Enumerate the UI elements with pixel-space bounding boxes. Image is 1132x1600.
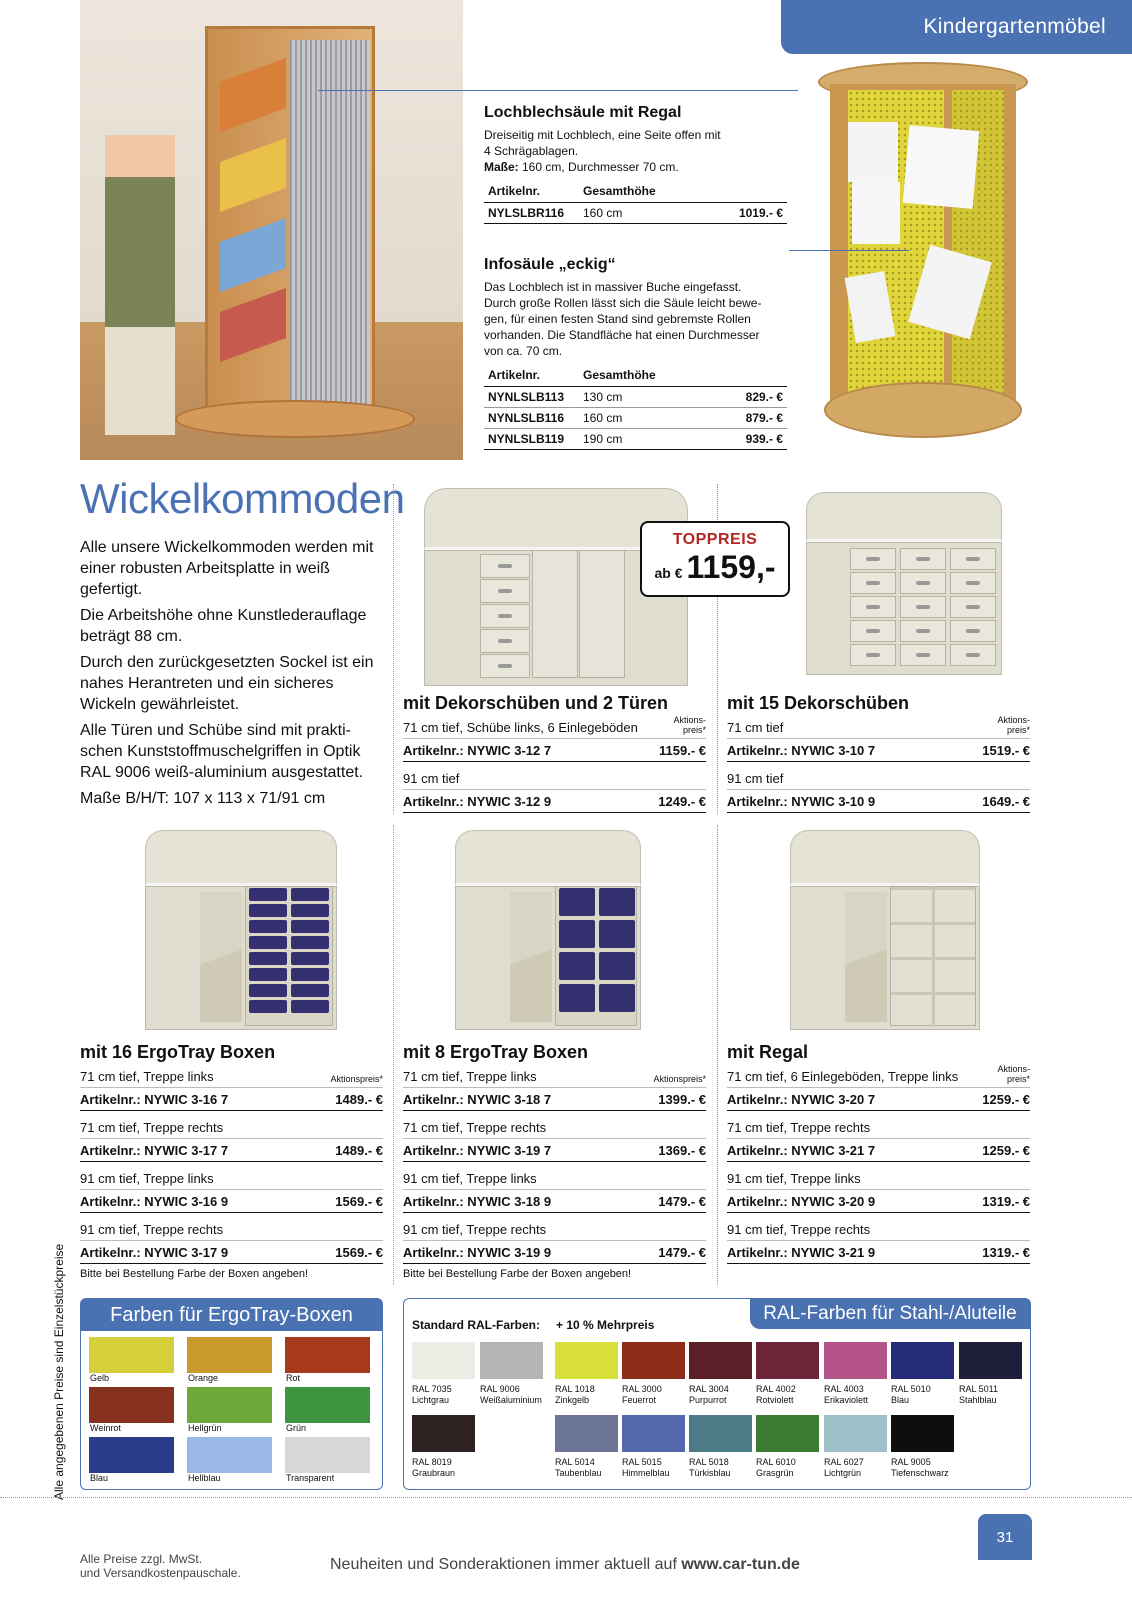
article-number: Artikelnr.: NYWIC 3-17 9 xyxy=(80,1244,229,1260)
ergotray-box xyxy=(291,936,329,949)
desc-line: 160 cm, Durchmesser 70 cm. xyxy=(518,160,679,174)
variant-desc: 71 cm tief, Treppe links xyxy=(403,1069,537,1084)
side-note: Alle angegebenen Preise sind Einzelstückpreise xyxy=(52,1243,66,1500)
category-tab xyxy=(781,0,1132,54)
ral-swatch xyxy=(959,1342,1022,1379)
ral-label: RAL 6027 Lichtgrün xyxy=(824,1457,864,1478)
footer-tagline xyxy=(330,1556,800,1574)
ergotray-box xyxy=(559,920,595,948)
color-name: Hellgrün xyxy=(188,1423,222,1433)
pointer-line xyxy=(318,90,798,91)
ral-swatch xyxy=(756,1342,819,1379)
drawer xyxy=(950,596,996,618)
ral-swatch xyxy=(824,1415,887,1452)
color-swatch xyxy=(187,1337,272,1373)
aktionspreis-label: Aktionspreis* xyxy=(653,1074,706,1084)
color-name: Rot xyxy=(286,1373,301,1383)
article-number: NYNLSLB116 xyxy=(488,410,565,425)
column-base xyxy=(824,382,1022,438)
variant-title: mit 16 ErgoTray Boxen xyxy=(80,1042,276,1062)
ergotray-box xyxy=(249,984,287,997)
color-swatch xyxy=(285,1437,370,1473)
ral-mehrpreis: + 10 % Mehrpreis xyxy=(556,1318,655,1332)
drawer xyxy=(900,572,946,594)
column-base xyxy=(175,400,415,438)
ral-label: RAL 3000 Feuerrot xyxy=(622,1384,662,1405)
ral-swatch xyxy=(412,1415,475,1452)
price: 1569.- € xyxy=(335,1193,383,1209)
toppreis-label: TOPPREIS xyxy=(672,531,758,548)
toppreis-badge xyxy=(640,521,790,597)
separator xyxy=(717,825,718,1285)
ergotray-box xyxy=(291,920,329,933)
ergotray-box xyxy=(249,968,287,981)
ral-label: RAL 7035 Lichtgrau xyxy=(412,1384,452,1405)
page-number: 31 xyxy=(978,1514,1032,1560)
ral-label: RAL 4003 Erikaviolett xyxy=(824,1384,869,1405)
height: 160 cm xyxy=(583,410,623,425)
col-header: Gesamthöhe xyxy=(579,181,705,202)
ergotray-colors-title: Farben für ErgoTray-Boxen xyxy=(81,1299,382,1331)
article-number: Artikelnr.: NYWIC 3-16 7 xyxy=(80,1091,229,1107)
cabinet-top xyxy=(145,830,337,886)
steps xyxy=(510,892,552,1022)
drawer xyxy=(850,620,896,642)
ergotray-box xyxy=(559,984,595,1012)
footer-note xyxy=(80,1552,241,1580)
article-number: Artikelnr.: NYWIC 3-12 7 xyxy=(403,742,552,758)
article-number: Artikelnr.: NYWIC 3-20 9 xyxy=(727,1193,876,1209)
desc-line: 4 Schrägablagen. xyxy=(484,144,579,158)
child-figure xyxy=(105,135,175,435)
order-note: Bitte bei Bestellung Farbe der Boxen angeben! xyxy=(80,1268,309,1280)
variant-desc: 91 cm tief xyxy=(727,771,784,786)
article-number: Artikelnr.: NYWIC 3-10 9 xyxy=(727,793,876,809)
ral-swatch xyxy=(756,1415,819,1452)
ral-swatch xyxy=(622,1342,685,1379)
article-number: NYNLSLB113 xyxy=(488,389,565,404)
intro-paragraph: Maße B/H/T: 107 x 113 x 71/91 cm xyxy=(80,790,326,807)
variant-dekorschuebe-tueren xyxy=(403,693,706,813)
drawer xyxy=(850,596,896,618)
col-header: Artikelnr. xyxy=(484,365,579,386)
cabinet-top xyxy=(806,492,1002,542)
col-header: Gesamthöhe xyxy=(579,365,712,386)
price: 1369.- € xyxy=(658,1142,706,1158)
cabinet-image-regal xyxy=(790,830,980,1030)
article-number: Artikelnr.: NYWIC 3-19 9 xyxy=(403,1244,552,1260)
cabinet-image-16-ergotray xyxy=(145,830,337,1030)
drawer xyxy=(480,554,530,578)
ral-swatch xyxy=(891,1415,954,1452)
ral-label: RAL 1018 Zinkgelb xyxy=(555,1384,595,1405)
drawer xyxy=(900,596,946,618)
product-lochblechsaeule xyxy=(484,104,789,224)
color-swatch xyxy=(89,1437,174,1473)
variant-16-ergotray xyxy=(80,1042,383,1280)
price: 1489.- € xyxy=(335,1091,383,1107)
ral-colors-panel xyxy=(403,1298,1031,1490)
drawer xyxy=(850,548,896,570)
ral-label: RAL 5018 Türkisblau xyxy=(689,1457,731,1478)
variant-15-dekorschuebe xyxy=(727,693,1030,813)
poster xyxy=(852,182,900,244)
ral-label: RAL 8019 Graubraun xyxy=(412,1457,456,1478)
price-table xyxy=(484,181,787,224)
cabinet-image-15-dekorschuebe xyxy=(806,492,1002,675)
cabinet-top xyxy=(455,830,641,886)
desc-label: Maße: xyxy=(484,160,519,174)
color-name: Grün xyxy=(286,1423,307,1433)
section-title: Wickelkommoden xyxy=(80,475,405,522)
price: 1519.- € xyxy=(982,742,1030,758)
col-header: Artikelnr. xyxy=(484,181,579,202)
ergotray-box xyxy=(249,1000,287,1013)
drawer xyxy=(480,604,530,628)
article-number: Artikelnr.: NYWIC 3-20 7 xyxy=(727,1091,876,1107)
ergotray-box xyxy=(559,952,595,980)
ergotray-box xyxy=(291,904,329,917)
ergotray-box xyxy=(249,888,287,901)
price-table xyxy=(484,365,787,450)
toppreis-value: 1159,- xyxy=(686,549,776,585)
ergotray-box xyxy=(291,1000,329,1013)
desc-line: von ca. 70 cm. xyxy=(484,344,563,358)
price: 1019.- € xyxy=(738,205,783,220)
article-number: Artikelnr.: NYWIC 3-21 9 xyxy=(727,1244,876,1260)
steps xyxy=(845,892,887,1022)
desc-line: Durch große Rollen lässt sich die Säule leicht bewe- xyxy=(484,296,762,310)
category-label: Kindergartenmöbel xyxy=(923,15,1106,38)
price: 1649.- € xyxy=(982,793,1030,809)
variant-desc: 71 cm tief, Treppe rechts xyxy=(727,1120,871,1135)
ral-label: RAL 5011 Stahlblau xyxy=(959,1384,999,1405)
ergotray-box xyxy=(249,920,287,933)
variant-desc: 71 cm tief, Treppe links xyxy=(80,1069,214,1084)
ral-label: RAL 5014 Taubenblau xyxy=(555,1457,602,1478)
intro-paragraph: Durch den zurückgesetzten Sockel ist ein nahes Herantreten und ein sicheres Wickeln gewährleistet. xyxy=(80,654,374,713)
variant-desc: 71 cm tief, Treppe rechts xyxy=(80,1120,224,1135)
ergotray-box xyxy=(291,888,329,901)
price: 1319.- € xyxy=(982,1244,1030,1260)
aktionspreis-label: Aktionspreis* xyxy=(330,1074,383,1084)
variant-desc: 91 cm tief, Treppe rechts xyxy=(727,1222,871,1237)
ergotray-box xyxy=(249,936,287,949)
ergotray-box xyxy=(291,984,329,997)
article-number: Artikelnr.: NYWIC 3-16 9 xyxy=(80,1193,229,1209)
ral-label: RAL 9005 Tiefenschwarz xyxy=(891,1457,949,1478)
ral-label: RAL 6010 Grasgrün xyxy=(756,1457,796,1478)
variant-title: mit Dekorschüben und 2 Türen xyxy=(403,693,669,713)
table-row xyxy=(484,202,787,223)
steps xyxy=(200,892,242,1022)
price: 1569.- € xyxy=(335,1244,383,1260)
color-name: Blau xyxy=(90,1473,109,1483)
separator xyxy=(393,825,394,1285)
table-row xyxy=(484,407,787,428)
article-number: Artikelnr.: NYWIC 3-21 7 xyxy=(727,1142,876,1158)
aktionspreis-label: Aktions- preis* xyxy=(997,715,1030,735)
product-infosaeule xyxy=(484,256,789,450)
ral-colors-title: RAL-Farben für Stahl-/Aluteile xyxy=(750,1299,1030,1329)
color-swatch xyxy=(285,1387,370,1423)
color-swatch xyxy=(187,1437,272,1473)
desc-line: Dreiseitig mit Lochblech, eine Seite offen mit xyxy=(484,128,721,142)
order-note: Bitte bei Bestellung Farbe der Boxen angeben! xyxy=(403,1268,632,1280)
drawer xyxy=(900,548,946,570)
variant-desc: 91 cm tief, Treppe rechts xyxy=(80,1222,224,1237)
price: 1249.- € xyxy=(658,793,706,809)
variant-title: mit 15 Dekorschüben xyxy=(727,693,910,713)
separator xyxy=(393,484,394,814)
variant-desc: 71 cm tief, Treppe rechts xyxy=(403,1120,547,1135)
price: 879.- € xyxy=(745,410,783,425)
variant-desc: 71 cm tief, Schübe links, 6 Einlegeböden xyxy=(403,720,638,735)
ral-standard-label: Standard RAL-Farben: xyxy=(412,1318,541,1332)
ral-swatch xyxy=(689,1415,752,1452)
article-number: Artikelnr.: NYWIC 3-18 7 xyxy=(403,1091,552,1107)
price: 1479.- € xyxy=(658,1244,706,1260)
footer-line: und Versandkostenpauschale. xyxy=(80,1566,241,1580)
ral-swatch xyxy=(622,1415,685,1452)
ergotray-box xyxy=(559,888,595,916)
ergotray-colors-panel xyxy=(80,1298,383,1490)
height: 130 cm xyxy=(583,389,623,404)
height: 190 cm xyxy=(583,431,623,446)
color-name: Gelb xyxy=(90,1373,110,1383)
article-number: NYNLSLB119 xyxy=(488,431,565,446)
article-number: Artikelnr.: NYWIC 3-10 7 xyxy=(727,742,876,758)
price: 1159.- € xyxy=(659,742,706,758)
price: 1259.- € xyxy=(982,1142,1030,1158)
height: 160 cm xyxy=(583,205,623,220)
color-swatch xyxy=(285,1337,370,1373)
ral-label: RAL 4002 Rotviolett xyxy=(756,1384,796,1405)
article-number: Artikelnr.: NYWIC 3-18 9 xyxy=(403,1193,552,1209)
ergotray-box xyxy=(599,888,635,916)
drawer xyxy=(850,644,896,666)
variant-desc: 91 cm tief xyxy=(403,771,460,786)
variant-title: mit Regal xyxy=(727,1042,809,1062)
ergotray-box xyxy=(249,904,287,917)
footer-line: Alle Preise zzgl. MwSt. xyxy=(80,1552,203,1566)
drawer xyxy=(900,620,946,642)
price: 829.- € xyxy=(745,389,783,404)
drawer xyxy=(480,579,530,603)
ral-swatch xyxy=(824,1342,887,1379)
pointer-line xyxy=(789,250,909,251)
ral-swatch xyxy=(555,1342,618,1379)
drawer xyxy=(480,629,530,653)
variant-desc: 91 cm tief, Treppe links xyxy=(727,1171,861,1186)
product-title: Infosäule „eckig“ xyxy=(484,256,616,273)
price: 1399.- € xyxy=(658,1091,706,1107)
article-number: Artikelnr.: NYWIC 3-12 9 xyxy=(403,793,552,809)
variant-regal xyxy=(727,1042,1030,1264)
ergotray-box xyxy=(599,952,635,980)
footer-url[interactable]: www.car-tun.de xyxy=(681,1556,800,1573)
color-name: Weinrot xyxy=(90,1423,121,1433)
price: 1259.- € xyxy=(982,1091,1030,1107)
drawer xyxy=(950,548,996,570)
drawer xyxy=(950,572,996,594)
price: 1319.- € xyxy=(982,1193,1030,1209)
product-title: Lochblechsäule mit Regal xyxy=(484,104,682,121)
price: 1479.- € xyxy=(658,1193,706,1209)
intro-paragraph: Alle unsere Wickelkommoden werden mit einer robusten Arbeitsplatte in weiß gefertigt. xyxy=(80,539,374,598)
ral-swatch xyxy=(891,1342,954,1379)
toppreis-prefix: ab € xyxy=(654,565,683,581)
poster xyxy=(848,122,898,182)
ergotray-box xyxy=(599,920,635,948)
variant-desc: 91 cm tief, Treppe rechts xyxy=(403,1222,547,1237)
poster xyxy=(903,125,980,209)
ergotray-box xyxy=(599,984,635,1012)
article-number: Artikelnr.: NYWIC 3-19 7 xyxy=(403,1142,552,1158)
article-number: NYLSLBR116 xyxy=(488,205,565,220)
desc-line: Das Lochblech ist in massiver Buche eingefasst. xyxy=(484,280,742,294)
door xyxy=(532,550,578,678)
price: 939.- € xyxy=(745,431,783,446)
ral-label: RAL 5015 Himmelblau xyxy=(622,1457,670,1478)
ral-swatch xyxy=(480,1342,543,1379)
drawer xyxy=(950,644,996,666)
drawer xyxy=(480,654,530,678)
shelf-divider xyxy=(932,886,935,1026)
ral-label: RAL 9006 Weißaluminium xyxy=(480,1384,542,1405)
aktionspreis-label: Aktions- preis* xyxy=(997,1064,1030,1084)
color-name: Hellblau xyxy=(188,1473,221,1483)
ral-swatch xyxy=(555,1415,618,1452)
ral-swatch xyxy=(412,1342,475,1379)
color-name: Transparent xyxy=(286,1473,335,1483)
intro-paragraph: Die Arbeitshöhe ohne Kunstlederauflage beträgt 88 cm. xyxy=(80,607,367,645)
intro-paragraph: Alle Türen und Schübe sind mit prakti-schen Kunststoffmuschelgriffen in Optik RAL 9006 weiß-aluminium ausgestattet. xyxy=(80,722,364,781)
variant-8-ergotray xyxy=(403,1042,706,1280)
color-name: Orange xyxy=(188,1373,219,1383)
ral-label: RAL 5010 Blau xyxy=(891,1384,931,1405)
ergotray-box xyxy=(291,952,329,965)
ergotray-box xyxy=(249,952,287,965)
color-swatch xyxy=(89,1337,174,1373)
variant-desc: 71 cm tief xyxy=(727,720,784,735)
desc-line: gen, für einen festen Stand sind gebremste Rollen xyxy=(484,312,751,326)
ral-label: RAL 3004 Purpurrot xyxy=(689,1384,729,1405)
drawer xyxy=(850,572,896,594)
drawer xyxy=(950,620,996,642)
color-swatch xyxy=(89,1387,174,1423)
section-intro xyxy=(80,537,380,814)
infosaeule-photo xyxy=(818,62,1028,457)
variant-title: mit 8 ErgoTray Boxen xyxy=(403,1042,589,1062)
variant-desc: 91 cm tief, Treppe links xyxy=(80,1171,214,1186)
color-swatch xyxy=(187,1387,272,1423)
footer-tagline-text: Neuheiten und Sonderaktionen immer aktuell auf xyxy=(330,1556,682,1573)
drawer xyxy=(900,644,946,666)
ral-swatch xyxy=(689,1342,752,1379)
variant-desc: 91 cm tief, Treppe links xyxy=(403,1171,537,1186)
price: 1489.- € xyxy=(335,1142,383,1158)
ergotray-box xyxy=(291,968,329,981)
aktionspreis-label: Aktions- preis* xyxy=(673,715,706,735)
lochblechsaeule-photo xyxy=(80,0,463,460)
cabinet-top xyxy=(790,830,980,886)
variant-desc: 71 cm tief, 6 Einlegeböden, Treppe links xyxy=(727,1069,959,1084)
footer-separator xyxy=(0,1497,1132,1498)
table-row xyxy=(484,386,787,407)
article-number: Artikelnr.: NYWIC 3-17 7 xyxy=(80,1142,229,1158)
perforated-panel xyxy=(290,40,370,405)
desc-line: vorhanden. Die Standfläche hat einen Durchmesser xyxy=(484,328,760,342)
cabinet-image-8-ergotray xyxy=(455,830,641,1030)
table-row xyxy=(484,428,787,449)
door xyxy=(579,550,625,678)
